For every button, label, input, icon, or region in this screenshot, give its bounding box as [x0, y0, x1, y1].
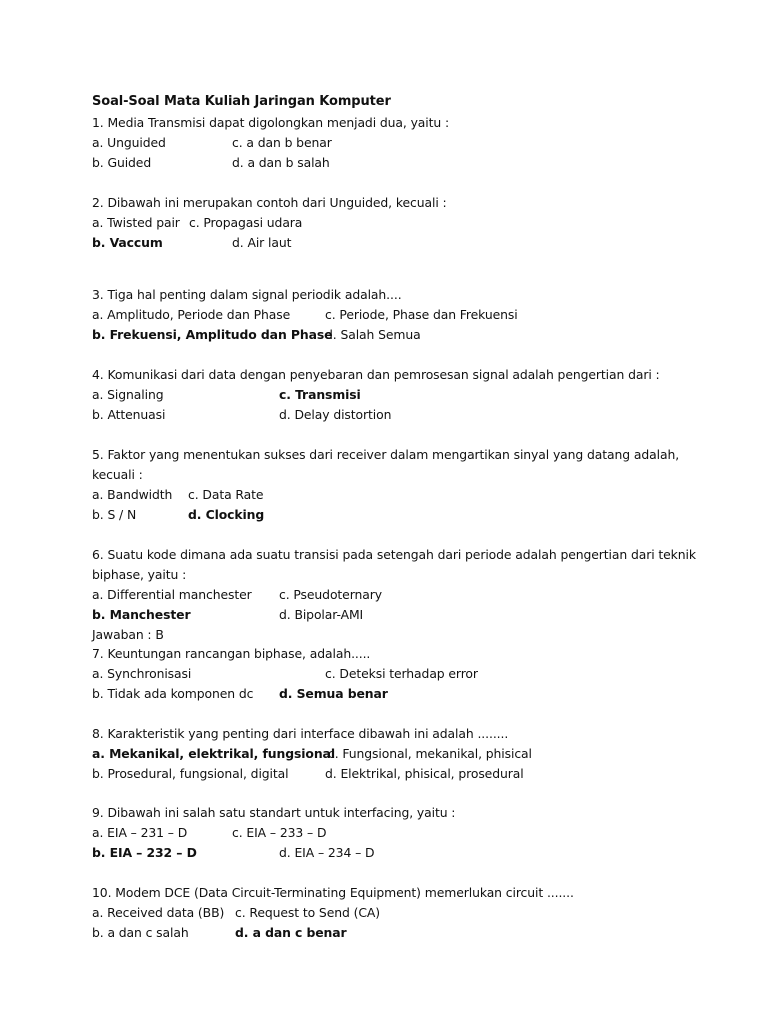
document-title: Soal-Soal Mata Kuliah Jaringan Komputer	[92, 94, 391, 109]
q3-option-b: b. Frekuensi, Amplitudo dan Phase	[92, 327, 333, 342]
question-5-line-1: 5. Faktor yang menentukan sukses dari receiver dalam mengartikan sinyal yang datang adalah,	[92, 447, 680, 462]
q5-row-1	[92, 487, 264, 503]
q3-option-c: c. Periode, Phase dan Frekuensi	[325, 307, 518, 322]
q9-row-1	[92, 825, 327, 841]
q6-option-d: d. Bipolar-AMI	[279, 607, 364, 622]
q8-option-d: d. Elektrikal, phisical, prosedural	[325, 766, 524, 781]
question-3: 3. Tiga hal penting dalam signal periodik adalah....	[92, 287, 402, 302]
question-4: 4. Komunikasi dari data dengan penyebaran dan pemrosesan signal adalah pengertian dari :	[92, 367, 660, 382]
q8-row-2	[92, 766, 524, 782]
q2-option-b: b. Vaccum	[92, 235, 163, 250]
q7-option-b: b. Tidak ada komponen dc	[92, 686, 254, 701]
q2-option-a: a. Twisted pair	[92, 215, 180, 230]
q1-option-c: c. a dan b benar	[232, 135, 332, 150]
q9-option-a: a. EIA – 231 – D	[92, 825, 188, 840]
q3-option-d: d. Salah Semua	[325, 327, 421, 342]
q3-row-1	[92, 307, 518, 323]
q10-option-c: c. Request to Send (CA)	[235, 905, 380, 920]
q9-option-d: d. EIA – 234 – D	[279, 845, 375, 860]
q1-option-a: a. Unguided	[92, 135, 166, 150]
question-6-line-2: biphase, yaitu :	[92, 567, 187, 582]
q4-option-d: d. Delay distortion	[279, 407, 392, 422]
q5-option-d: d. Clocking	[188, 507, 265, 522]
q4-option-b: b. Attenuasi	[92, 407, 166, 422]
q4-option-a: a. Signaling	[92, 387, 164, 402]
q8-option-a: a. Mekanikal, elektrikal, fungsional	[92, 746, 335, 761]
question-7: 7. Keuntungan rancangan biphase, adalah.....	[92, 646, 371, 661]
q10-option-d: d. a dan c benar	[235, 925, 347, 940]
q9-option-c: c. EIA – 233 – D	[232, 825, 327, 840]
q3-option-a: a. Amplitudo, Periode dan Phase	[92, 307, 291, 322]
q10-row-1	[92, 905, 380, 921]
q1-option-b: b. Guided	[92, 155, 152, 170]
q6-option-b: b. Manchester	[92, 607, 191, 622]
q6-row-2	[92, 607, 364, 623]
q9-option-b: b. EIA – 232 – D	[92, 845, 197, 860]
q2-option-d: d. Air laut	[232, 235, 292, 250]
q1-row-1	[92, 135, 332, 151]
question-5-line-2: kecuali :	[92, 467, 143, 482]
q5-option-a: a. Bandwidth	[92, 487, 173, 502]
q6-option-c: c. Pseudoternary	[279, 587, 382, 602]
q10-row-2	[92, 925, 347, 941]
q10-option-a: a. Received data (BB)	[92, 905, 225, 920]
q2-row-2	[92, 235, 292, 251]
q8-option-b: b. Prosedural, fungsional, digital	[92, 766, 289, 781]
q1-option-d: d. a dan b salah	[232, 155, 330, 170]
q6-answer: Jawaban : B	[92, 627, 164, 642]
q7-option-a: a. Synchronisasi	[92, 666, 192, 681]
question-10: 10. Modem DCE (Data Circuit-Terminating Equipment) memerlukan circuit .......	[92, 885, 574, 900]
q7-option-d: d. Semua benar	[279, 686, 388, 701]
q7-option-c: c. Deteksi terhadap error	[325, 666, 478, 681]
q1-row-2	[92, 155, 330, 171]
q7-row-1	[92, 666, 478, 682]
q7-row-2	[92, 686, 388, 702]
q6-option-a: a. Differential manchester	[92, 587, 252, 602]
q4-row-1	[92, 387, 361, 403]
q8-row-1	[92, 746, 532, 762]
q4-option-c: c. Transmisi	[279, 387, 361, 402]
q5-row-2	[92, 507, 265, 523]
q8-option-c: c. Fungsional, mekanikal, phisical	[328, 746, 532, 761]
question-9: 9. Dibawah ini salah satu standart untuk interfacing, yaitu :	[92, 805, 456, 820]
q9-row-2	[92, 845, 375, 861]
q10-option-b: b. a dan c salah	[92, 925, 189, 940]
q2-option-c: c. Propagasi udara	[189, 215, 303, 230]
q4-row-2	[92, 407, 392, 423]
question-6-line-1: 6. Suatu kode dimana ada suatu transisi pada setengah dari periode adalah pengertian dari teknik	[92, 547, 696, 562]
q5-option-c: c. Data Rate	[188, 487, 264, 502]
question-1: 1. Media Transmisi dapat digolongkan menjadi dua, yaitu :	[92, 115, 450, 130]
question-8: 8. Karakteristik yang penting dari interface dibawah ini adalah ........	[92, 726, 509, 741]
q6-row-1	[92, 587, 382, 603]
q2-row-1	[92, 215, 303, 231]
q5-option-b: b. S / N	[92, 507, 137, 522]
question-2: 2. Dibawah ini merupakan contoh dari Unguided, kecuali :	[92, 195, 447, 210]
q3-row-2	[92, 327, 421, 343]
